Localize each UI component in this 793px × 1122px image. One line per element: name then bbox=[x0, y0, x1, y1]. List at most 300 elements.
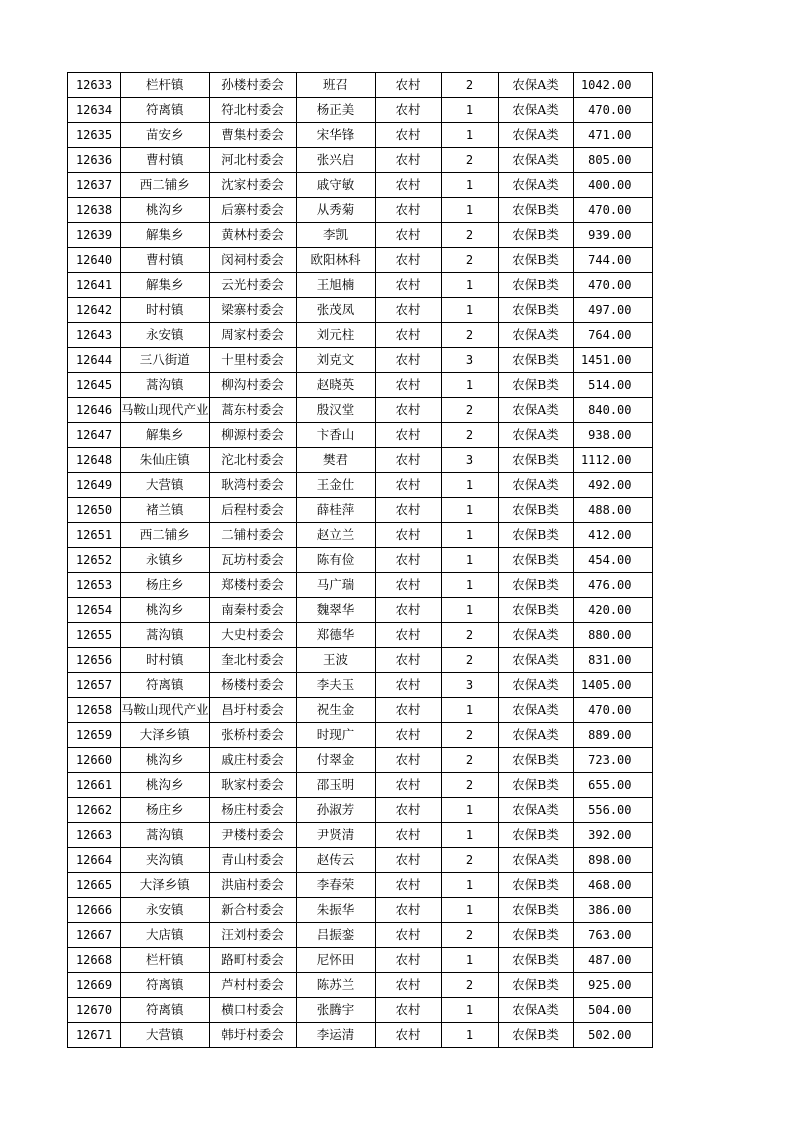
area-type-cell: 农村 bbox=[375, 423, 441, 448]
amount-cell: 556.00 bbox=[573, 798, 652, 823]
insurance-category-cell: 农保A类 bbox=[498, 848, 573, 873]
amount-cell: 470.00 bbox=[573, 273, 652, 298]
table-row bbox=[68, 473, 653, 498]
record-id-cell: 12643 bbox=[68, 323, 121, 348]
village-committee-cell: 柳沟村委会 bbox=[209, 373, 296, 398]
township-cell: 符离镇 bbox=[121, 998, 210, 1023]
village-committee-cell: 闵祠村委会 bbox=[209, 248, 296, 273]
table-row bbox=[68, 823, 653, 848]
record-id-cell: 12639 bbox=[68, 223, 121, 248]
township-cell: 解集乡 bbox=[121, 223, 210, 248]
village-committee-cell: 符北村委会 bbox=[209, 98, 296, 123]
table-row bbox=[68, 248, 653, 273]
household-count-cell: 1 bbox=[441, 698, 498, 723]
household-count-cell: 3 bbox=[441, 348, 498, 373]
amount-cell: 488.00 bbox=[573, 498, 652, 523]
village-committee-cell: 洪庙村委会 bbox=[209, 873, 296, 898]
amount-cell: 939.00 bbox=[573, 223, 652, 248]
person-name-cell: 王金仕 bbox=[296, 473, 375, 498]
area-type-cell: 农村 bbox=[375, 123, 441, 148]
area-type-cell: 农村 bbox=[375, 673, 441, 698]
table-row bbox=[68, 798, 653, 823]
insurance-category-cell: 农保B类 bbox=[498, 773, 573, 798]
table-row bbox=[68, 898, 653, 923]
area-type-cell: 农村 bbox=[375, 698, 441, 723]
insurance-category-cell: 农保A类 bbox=[498, 398, 573, 423]
village-committee-cell: 河北村委会 bbox=[209, 148, 296, 173]
table-row bbox=[68, 848, 653, 873]
amount-cell: 763.00 bbox=[573, 923, 652, 948]
household-count-cell: 3 bbox=[441, 673, 498, 698]
area-type-cell: 农村 bbox=[375, 523, 441, 548]
township-cell: 蒿沟镇 bbox=[121, 823, 210, 848]
table-row bbox=[68, 698, 653, 723]
township-cell: 栏杆镇 bbox=[121, 948, 210, 973]
person-name-cell: 尼怀田 bbox=[296, 948, 375, 973]
table-row bbox=[68, 648, 653, 673]
table-row bbox=[68, 998, 653, 1023]
person-name-cell: 从秀菊 bbox=[296, 198, 375, 223]
table-row bbox=[68, 173, 653, 198]
village-committee-cell: 尹楼村委会 bbox=[209, 823, 296, 848]
area-type-cell: 农村 bbox=[375, 898, 441, 923]
record-id-cell: 12657 bbox=[68, 673, 121, 698]
township-cell: 符离镇 bbox=[121, 98, 210, 123]
person-name-cell: 朱振华 bbox=[296, 898, 375, 923]
area-type-cell: 农村 bbox=[375, 923, 441, 948]
household-count-cell: 2 bbox=[441, 748, 498, 773]
area-type-cell: 农村 bbox=[375, 348, 441, 373]
village-committee-cell: 周家村委会 bbox=[209, 323, 296, 348]
amount-cell: 476.00 bbox=[573, 573, 652, 598]
amount-cell: 840.00 bbox=[573, 398, 652, 423]
village-committee-cell: 沱北村委会 bbox=[209, 448, 296, 473]
township-cell: 蒿沟镇 bbox=[121, 623, 210, 648]
amount-cell: 723.00 bbox=[573, 748, 652, 773]
person-name-cell: 张茂凤 bbox=[296, 298, 375, 323]
household-count-cell: 1 bbox=[441, 1023, 498, 1048]
household-count-cell: 1 bbox=[441, 198, 498, 223]
table-row bbox=[68, 123, 653, 148]
township-cell: 大泽乡镇 bbox=[121, 873, 210, 898]
record-id-cell: 12670 bbox=[68, 998, 121, 1023]
amount-cell: 468.00 bbox=[573, 873, 652, 898]
insurance-category-cell: 农保B类 bbox=[498, 298, 573, 323]
person-name-cell: 欧阳林科 bbox=[296, 248, 375, 273]
table-row bbox=[68, 373, 653, 398]
person-name-cell: 宋华锋 bbox=[296, 123, 375, 148]
table-row bbox=[68, 348, 653, 373]
household-count-cell: 1 bbox=[441, 273, 498, 298]
record-id-cell: 12638 bbox=[68, 198, 121, 223]
insurance-category-cell: 农保B类 bbox=[498, 923, 573, 948]
household-count-cell: 1 bbox=[441, 298, 498, 323]
amount-cell: 471.00 bbox=[573, 123, 652, 148]
insurance-category-cell: 农保A类 bbox=[498, 698, 573, 723]
insurance-category-cell: 农保B类 bbox=[498, 598, 573, 623]
person-name-cell: 李春荣 bbox=[296, 873, 375, 898]
area-type-cell: 农村 bbox=[375, 773, 441, 798]
amount-cell: 514.00 bbox=[573, 373, 652, 398]
record-id-cell: 12642 bbox=[68, 298, 121, 323]
village-committee-cell: 耿湾村委会 bbox=[209, 473, 296, 498]
table-row bbox=[68, 923, 653, 948]
amount-cell: 470.00 bbox=[573, 98, 652, 123]
village-committee-cell: 瓦坊村委会 bbox=[209, 548, 296, 573]
record-id-cell: 12648 bbox=[68, 448, 121, 473]
person-name-cell: 吕振銮 bbox=[296, 923, 375, 948]
township-cell: 解集乡 bbox=[121, 423, 210, 448]
area-type-cell: 农村 bbox=[375, 98, 441, 123]
amount-cell: 400.00 bbox=[573, 173, 652, 198]
insurance-category-cell: 农保B类 bbox=[498, 748, 573, 773]
township-cell: 马鞍山现代产业 bbox=[121, 698, 210, 723]
person-name-cell: 魏翠华 bbox=[296, 598, 375, 623]
amount-cell: 470.00 bbox=[573, 698, 652, 723]
area-type-cell: 农村 bbox=[375, 798, 441, 823]
record-id-cell: 12653 bbox=[68, 573, 121, 598]
household-count-cell: 1 bbox=[441, 598, 498, 623]
amount-cell: 454.00 bbox=[573, 548, 652, 573]
village-committee-cell: 横口村委会 bbox=[209, 998, 296, 1023]
village-committee-cell: 大史村委会 bbox=[209, 623, 296, 648]
record-id-cell: 12658 bbox=[68, 698, 121, 723]
village-committee-cell: 云光村委会 bbox=[209, 273, 296, 298]
household-count-cell: 1 bbox=[441, 123, 498, 148]
township-cell: 夹沟镇 bbox=[121, 848, 210, 873]
insurance-category-cell: 农保A类 bbox=[498, 798, 573, 823]
village-committee-cell: 后程村委会 bbox=[209, 498, 296, 523]
area-type-cell: 农村 bbox=[375, 73, 441, 98]
insurance-category-cell: 农保B类 bbox=[498, 248, 573, 273]
table-row bbox=[68, 298, 653, 323]
insurance-category-cell: 农保A类 bbox=[498, 423, 573, 448]
township-cell: 桃沟乡 bbox=[121, 198, 210, 223]
village-committee-cell: 后寨村委会 bbox=[209, 198, 296, 223]
person-name-cell: 邵玉明 bbox=[296, 773, 375, 798]
table-row bbox=[68, 523, 653, 548]
table-row bbox=[68, 723, 653, 748]
area-type-cell: 农村 bbox=[375, 848, 441, 873]
table-row bbox=[68, 98, 653, 123]
area-type-cell: 农村 bbox=[375, 1023, 441, 1048]
village-committee-cell: 十里村委会 bbox=[209, 348, 296, 373]
record-id-cell: 12637 bbox=[68, 173, 121, 198]
record-id-cell: 12645 bbox=[68, 373, 121, 398]
township-cell: 大泽乡镇 bbox=[121, 723, 210, 748]
area-type-cell: 农村 bbox=[375, 648, 441, 673]
person-name-cell: 刘克文 bbox=[296, 348, 375, 373]
village-committee-cell: 韩圩村委会 bbox=[209, 1023, 296, 1048]
township-cell: 西二铺乡 bbox=[121, 173, 210, 198]
township-cell: 蒿沟镇 bbox=[121, 373, 210, 398]
insurance-category-cell: 农保A类 bbox=[498, 998, 573, 1023]
household-count-cell: 1 bbox=[441, 523, 498, 548]
table-row bbox=[68, 448, 653, 473]
record-id-cell: 12641 bbox=[68, 273, 121, 298]
area-type-cell: 农村 bbox=[375, 998, 441, 1023]
township-cell: 栏杆镇 bbox=[121, 73, 210, 98]
household-count-cell: 2 bbox=[441, 148, 498, 173]
household-count-cell: 1 bbox=[441, 498, 498, 523]
amount-cell: 1112.00 bbox=[573, 448, 652, 473]
area-type-cell: 农村 bbox=[375, 498, 441, 523]
village-committee-cell: 南秦村委会 bbox=[209, 598, 296, 623]
amount-cell: 925.00 bbox=[573, 973, 652, 998]
person-name-cell: 李凯 bbox=[296, 223, 375, 248]
table-row bbox=[68, 573, 653, 598]
insurance-category-cell: 农保B类 bbox=[498, 948, 573, 973]
person-name-cell: 张兴启 bbox=[296, 148, 375, 173]
table-row bbox=[68, 873, 653, 898]
table-row bbox=[68, 773, 653, 798]
person-name-cell: 樊君 bbox=[296, 448, 375, 473]
area-type-cell: 农村 bbox=[375, 948, 441, 973]
person-name-cell: 薛桂萍 bbox=[296, 498, 375, 523]
township-cell: 解集乡 bbox=[121, 273, 210, 298]
household-count-cell: 2 bbox=[441, 398, 498, 423]
area-type-cell: 农村 bbox=[375, 598, 441, 623]
amount-cell: 412.00 bbox=[573, 523, 652, 548]
table-row bbox=[68, 948, 653, 973]
table-row bbox=[68, 548, 653, 573]
person-name-cell: 李夫玉 bbox=[296, 673, 375, 698]
insurance-category-cell: 农保B类 bbox=[498, 973, 573, 998]
area-type-cell: 农村 bbox=[375, 623, 441, 648]
person-name-cell: 祝生金 bbox=[296, 698, 375, 723]
township-cell: 曹村镇 bbox=[121, 248, 210, 273]
village-committee-cell: 耿家村委会 bbox=[209, 773, 296, 798]
records-table-body bbox=[68, 73, 653, 1048]
village-committee-cell: 梁寨村委会 bbox=[209, 298, 296, 323]
household-count-cell: 2 bbox=[441, 973, 498, 998]
amount-cell: 805.00 bbox=[573, 148, 652, 173]
village-committee-cell: 杨庄村委会 bbox=[209, 798, 296, 823]
household-count-cell: 2 bbox=[441, 648, 498, 673]
amount-cell: 1405.00 bbox=[573, 673, 652, 698]
insurance-category-cell: 农保A类 bbox=[498, 723, 573, 748]
record-id-cell: 12640 bbox=[68, 248, 121, 273]
person-name-cell: 陈有俭 bbox=[296, 548, 375, 573]
amount-cell: 497.00 bbox=[573, 298, 652, 323]
village-committee-cell: 曹集村委会 bbox=[209, 123, 296, 148]
insurance-category-cell: 农保B类 bbox=[498, 548, 573, 573]
insurance-category-cell: 农保B类 bbox=[498, 273, 573, 298]
area-type-cell: 农村 bbox=[375, 148, 441, 173]
record-id-cell: 12669 bbox=[68, 973, 121, 998]
record-id-cell: 12646 bbox=[68, 398, 121, 423]
amount-cell: 831.00 bbox=[573, 648, 652, 673]
record-id-cell: 12671 bbox=[68, 1023, 121, 1048]
area-type-cell: 农村 bbox=[375, 323, 441, 348]
village-committee-cell: 柳源村委会 bbox=[209, 423, 296, 448]
table-row bbox=[68, 748, 653, 773]
record-id-cell: 12651 bbox=[68, 523, 121, 548]
insurance-category-cell: 农保B类 bbox=[498, 523, 573, 548]
township-cell: 褚兰镇 bbox=[121, 498, 210, 523]
household-count-cell: 1 bbox=[441, 948, 498, 973]
person-name-cell: 张腾宇 bbox=[296, 998, 375, 1023]
insurance-category-cell: 农保A类 bbox=[498, 98, 573, 123]
village-committee-cell: 奎北村委会 bbox=[209, 648, 296, 673]
township-cell: 时村镇 bbox=[121, 298, 210, 323]
village-committee-cell: 新合村委会 bbox=[209, 898, 296, 923]
household-count-cell: 1 bbox=[441, 548, 498, 573]
household-count-cell: 2 bbox=[441, 323, 498, 348]
township-cell: 永安镇 bbox=[121, 898, 210, 923]
record-id-cell: 12665 bbox=[68, 873, 121, 898]
area-type-cell: 农村 bbox=[375, 973, 441, 998]
township-cell: 桃沟乡 bbox=[121, 598, 210, 623]
household-count-cell: 2 bbox=[441, 723, 498, 748]
village-committee-cell: 二铺村委会 bbox=[209, 523, 296, 548]
record-id-cell: 12659 bbox=[68, 723, 121, 748]
insurance-category-cell: 农保B类 bbox=[498, 373, 573, 398]
household-count-cell: 2 bbox=[441, 248, 498, 273]
amount-cell: 744.00 bbox=[573, 248, 652, 273]
insurance-category-cell: 农保B类 bbox=[498, 348, 573, 373]
record-id-cell: 12635 bbox=[68, 123, 121, 148]
insurance-category-cell: 农保B类 bbox=[498, 573, 573, 598]
table-row bbox=[68, 1023, 653, 1048]
township-cell: 大店镇 bbox=[121, 923, 210, 948]
person-name-cell: 付翠金 bbox=[296, 748, 375, 773]
person-name-cell: 赵立兰 bbox=[296, 523, 375, 548]
insurance-category-cell: 农保B类 bbox=[498, 498, 573, 523]
area-type-cell: 农村 bbox=[375, 548, 441, 573]
village-committee-cell: 芦村村委会 bbox=[209, 973, 296, 998]
person-name-cell: 李运清 bbox=[296, 1023, 375, 1048]
insurance-category-cell: 农保B类 bbox=[498, 823, 573, 848]
area-type-cell: 农村 bbox=[375, 823, 441, 848]
record-id-cell: 12668 bbox=[68, 948, 121, 973]
amount-cell: 1042.00 bbox=[573, 73, 652, 98]
person-name-cell: 杨正美 bbox=[296, 98, 375, 123]
record-id-cell: 12664 bbox=[68, 848, 121, 873]
insurance-category-cell: 农保A类 bbox=[498, 673, 573, 698]
village-committee-cell: 杨楼村委会 bbox=[209, 673, 296, 698]
amount-cell: 502.00 bbox=[573, 1023, 652, 1048]
village-committee-cell: 路町村委会 bbox=[209, 948, 296, 973]
area-type-cell: 农村 bbox=[375, 398, 441, 423]
township-cell: 符离镇 bbox=[121, 973, 210, 998]
amount-cell: 655.00 bbox=[573, 773, 652, 798]
township-cell: 永镇乡 bbox=[121, 548, 210, 573]
person-name-cell: 赵晓英 bbox=[296, 373, 375, 398]
amount-cell: 492.00 bbox=[573, 473, 652, 498]
table-row bbox=[68, 973, 653, 998]
household-count-cell: 1 bbox=[441, 998, 498, 1023]
household-count-cell: 1 bbox=[441, 173, 498, 198]
amount-cell: 470.00 bbox=[573, 198, 652, 223]
person-name-cell: 赵传云 bbox=[296, 848, 375, 873]
area-type-cell: 农村 bbox=[375, 373, 441, 398]
amount-cell: 938.00 bbox=[573, 423, 652, 448]
insurance-category-cell: 农保B类 bbox=[498, 1023, 573, 1048]
record-id-cell: 12652 bbox=[68, 548, 121, 573]
amount-cell: 880.00 bbox=[573, 623, 652, 648]
insurance-category-cell: 农保A类 bbox=[498, 473, 573, 498]
record-id-cell: 12634 bbox=[68, 98, 121, 123]
township-cell: 永安镇 bbox=[121, 323, 210, 348]
amount-cell: 889.00 bbox=[573, 723, 652, 748]
insurance-category-cell: 农保A类 bbox=[498, 148, 573, 173]
person-name-cell: 马广瑞 bbox=[296, 573, 375, 598]
record-id-cell: 12636 bbox=[68, 148, 121, 173]
insurance-category-cell: 农保A类 bbox=[498, 648, 573, 673]
household-count-cell: 1 bbox=[441, 823, 498, 848]
township-cell: 曹村镇 bbox=[121, 148, 210, 173]
record-id-cell: 12667 bbox=[68, 923, 121, 948]
record-id-cell: 12654 bbox=[68, 598, 121, 623]
township-cell: 朱仙庄镇 bbox=[121, 448, 210, 473]
person-name-cell: 刘元柱 bbox=[296, 323, 375, 348]
amount-cell: 392.00 bbox=[573, 823, 652, 848]
household-count-cell: 1 bbox=[441, 573, 498, 598]
household-count-cell: 2 bbox=[441, 623, 498, 648]
household-count-cell: 1 bbox=[441, 873, 498, 898]
person-name-cell: 王波 bbox=[296, 648, 375, 673]
table-row bbox=[68, 323, 653, 348]
township-cell: 大营镇 bbox=[121, 1023, 210, 1048]
household-count-cell: 2 bbox=[441, 73, 498, 98]
area-type-cell: 农村 bbox=[375, 298, 441, 323]
table-row bbox=[68, 198, 653, 223]
person-name-cell: 陈苏兰 bbox=[296, 973, 375, 998]
table-row bbox=[68, 398, 653, 423]
area-type-cell: 农村 bbox=[375, 473, 441, 498]
village-committee-cell: 青山村委会 bbox=[209, 848, 296, 873]
area-type-cell: 农村 bbox=[375, 198, 441, 223]
township-cell: 大营镇 bbox=[121, 473, 210, 498]
village-committee-cell: 昌圩村委会 bbox=[209, 698, 296, 723]
amount-cell: 898.00 bbox=[573, 848, 652, 873]
person-name-cell: 王旭楠 bbox=[296, 273, 375, 298]
table-row bbox=[68, 273, 653, 298]
household-count-cell: 3 bbox=[441, 448, 498, 473]
village-committee-cell: 沈家村委会 bbox=[209, 173, 296, 198]
record-id-cell: 12644 bbox=[68, 348, 121, 373]
record-id-cell: 12660 bbox=[68, 748, 121, 773]
township-cell: 苗安乡 bbox=[121, 123, 210, 148]
household-count-cell: 1 bbox=[441, 373, 498, 398]
township-cell: 杨庄乡 bbox=[121, 573, 210, 598]
insurance-category-cell: 农保A类 bbox=[498, 323, 573, 348]
township-cell: 西二铺乡 bbox=[121, 523, 210, 548]
area-type-cell: 农村 bbox=[375, 873, 441, 898]
area-type-cell: 农村 bbox=[375, 723, 441, 748]
household-count-cell: 2 bbox=[441, 773, 498, 798]
record-id-cell: 12661 bbox=[68, 773, 121, 798]
amount-cell: 386.00 bbox=[573, 898, 652, 923]
insurance-category-cell: 农保B类 bbox=[498, 223, 573, 248]
person-name-cell: 孙淑芳 bbox=[296, 798, 375, 823]
area-type-cell: 农村 bbox=[375, 173, 441, 198]
record-id-cell: 12633 bbox=[68, 73, 121, 98]
township-cell: 桃沟乡 bbox=[121, 773, 210, 798]
village-committee-cell: 戚庄村委会 bbox=[209, 748, 296, 773]
record-id-cell: 12647 bbox=[68, 423, 121, 448]
record-id-cell: 12650 bbox=[68, 498, 121, 523]
area-type-cell: 农村 bbox=[375, 223, 441, 248]
household-count-cell: 1 bbox=[441, 898, 498, 923]
household-count-cell: 2 bbox=[441, 423, 498, 448]
amount-cell: 420.00 bbox=[573, 598, 652, 623]
insurance-category-cell: 农保A类 bbox=[498, 123, 573, 148]
table-row bbox=[68, 498, 653, 523]
insurance-category-cell: 农保B类 bbox=[498, 448, 573, 473]
person-name-cell: 时现广 bbox=[296, 723, 375, 748]
